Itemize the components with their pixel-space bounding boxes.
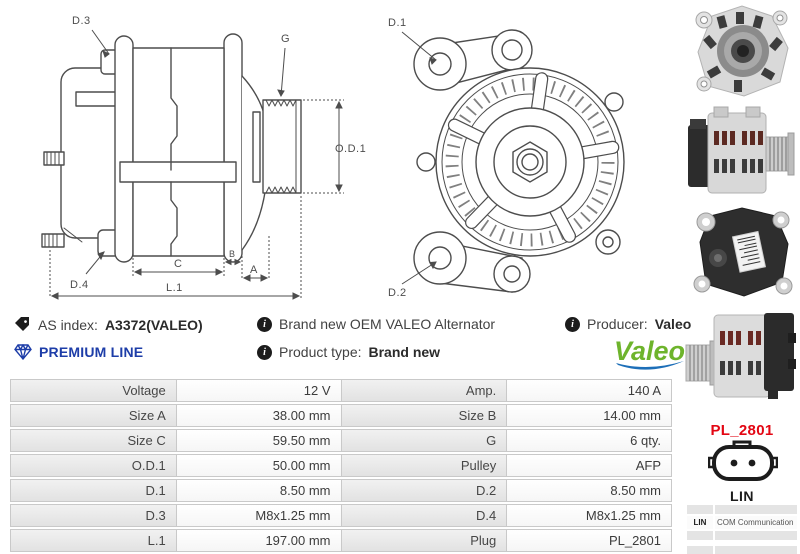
spec-label2: Size B: [341, 404, 508, 427]
tag-icon: [14, 316, 31, 333]
product-photo-rear[interactable]: [684, 202, 800, 302]
as-index-row: [14, 316, 203, 333]
spec-value2: 140 A: [506, 379, 672, 402]
dim-label-l1: L.1: [166, 282, 183, 294]
product-photo-side-left[interactable]: [684, 303, 800, 403]
spec-value2: AFP: [506, 454, 672, 477]
product-photo-side-right[interactable]: [684, 101, 800, 201]
pin-row: [687, 531, 797, 540]
spec-row: [10, 404, 672, 427]
as-index-label: AS index:: [38, 316, 98, 333]
brand-new-row: [257, 316, 495, 332]
side-view-drawing-svg: [8, 6, 367, 302]
as-index-value: A3372(VALEO): [104, 316, 203, 333]
spec-value1: 38.00 mm: [176, 404, 342, 427]
premium-line-row[interactable]: [14, 344, 143, 360]
spec-value2: M8x1.25 mm: [506, 504, 672, 527]
spec-value2: 8.50 mm: [506, 479, 672, 502]
side-view-diagram: [8, 6, 367, 302]
pin-pin: LIN: [687, 516, 713, 529]
info-icon: i: [257, 317, 272, 332]
spec-label1: D.3: [10, 504, 177, 527]
spec-label2: Pulley: [341, 454, 508, 477]
valeo-logo-text: Valeo: [614, 336, 686, 366]
pin-table: [687, 505, 797, 554]
info-icon: i: [257, 345, 272, 360]
product-photos: [684, 0, 800, 404]
dim-label-d2: D.2: [388, 287, 407, 299]
pin-row: [687, 516, 797, 529]
brand-new-text: Brand new OEM VALEO Alternator: [279, 316, 496, 332]
product-type-row: [257, 344, 440, 360]
dim-label-a: A: [250, 264, 258, 276]
pin-desc: [715, 505, 797, 514]
spec-value1: 50.00 mm: [176, 454, 342, 477]
spec-row: [10, 429, 672, 452]
spec-row: [10, 529, 672, 552]
connector-diagram: [708, 440, 778, 491]
front-view-diagram: [362, 6, 662, 302]
spec-label2: D.4: [341, 504, 508, 527]
dim-label-d1: D.1: [388, 17, 407, 29]
spec-label2: G: [341, 429, 508, 452]
spec-label1: Voltage: [10, 379, 177, 402]
spec-value2: PL_2801: [506, 529, 672, 552]
front-view-drawing-svg: [362, 6, 662, 302]
spec-label1: D.1: [10, 479, 177, 502]
spec-row: [10, 504, 672, 527]
spec-value1: 197.00 mm: [176, 529, 342, 552]
pin-desc: [715, 531, 797, 540]
spec-value1: 59.50 mm: [176, 429, 342, 452]
pin-desc: COM Communication: [715, 516, 797, 529]
producer-label: Producer:: [587, 316, 648, 332]
spec-row: [10, 479, 672, 502]
valeo-logo: [608, 332, 692, 379]
diamond-icon: [14, 344, 32, 360]
info-icon: i: [565, 317, 580, 332]
spec-label2: Amp.: [341, 379, 508, 402]
producer-row: [565, 316, 691, 332]
connector-label: LIN: [729, 488, 755, 504]
product-type-label: Product type:: [279, 344, 362, 360]
spec-label1: Size C: [10, 429, 177, 452]
product-type-value: Brand new: [368, 344, 441, 360]
spec-label1: Size A: [10, 404, 177, 427]
pin-pin: [687, 505, 713, 514]
producer-value: Valeo: [654, 316, 692, 332]
spec-label2: D.2: [341, 479, 508, 502]
pin-pin: [687, 531, 713, 540]
pin-desc: [715, 546, 797, 554]
dim-label-b: B: [229, 249, 236, 259]
plug-code: PL_2801: [710, 422, 774, 439]
spec-value1: M8x1.25 mm: [176, 504, 342, 527]
dim-label-g: G: [281, 33, 291, 45]
spec-label2: Plug: [341, 529, 508, 552]
spec-value2: 6 qty.: [506, 429, 672, 452]
spec-value2: 14.00 mm: [506, 404, 672, 427]
pin-pin: [687, 546, 713, 554]
spec-label1: O.D.1: [10, 454, 177, 477]
dim-label-c: C: [174, 258, 183, 270]
spec-label1: L.1: [10, 529, 177, 552]
pin-row: [687, 505, 797, 514]
spec-table: [10, 379, 672, 554]
pin-row: [687, 546, 797, 554]
product-photo-front[interactable]: [684, 0, 800, 100]
spec-value1: 8.50 mm: [176, 479, 342, 502]
dim-label-d3: D.3: [72, 15, 91, 27]
dim-label-d4: D.4: [70, 279, 89, 291]
premium-line-label: PREMIUM LINE: [39, 344, 144, 360]
spec-row: [10, 454, 672, 477]
spec-value1: 12 V: [176, 379, 342, 402]
spec-row: [10, 379, 672, 402]
dim-label-od1: O.D.1: [335, 143, 367, 155]
